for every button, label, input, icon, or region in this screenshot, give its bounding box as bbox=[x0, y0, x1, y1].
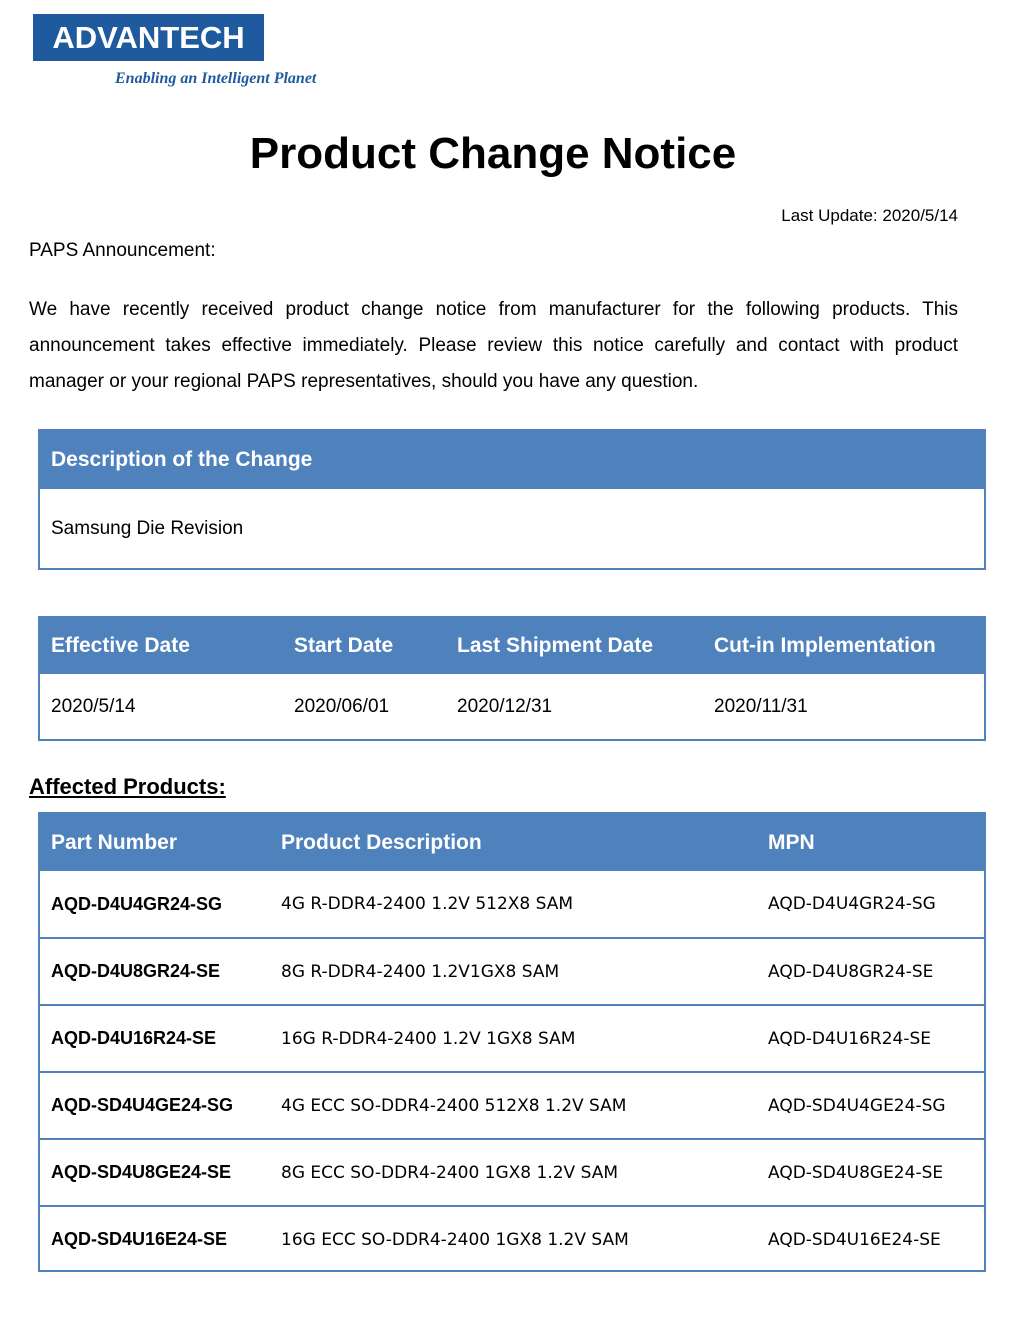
effective-date-header: Effective Date bbox=[51, 634, 190, 657]
cut-in-implementation-value: 2020/11/31 bbox=[714, 695, 808, 717]
part-number-cell: AQD-SD4U16E24-SE bbox=[51, 1229, 228, 1249]
mpn-header: MPN bbox=[768, 830, 815, 854]
change-description-value: Samsung Die Revision bbox=[51, 518, 244, 539]
product-description-cell: 16G ECC SO-DDR4-2400 1GX8 1.2V SAM bbox=[281, 1229, 629, 1250]
logo-text: ADVANTECH bbox=[52, 20, 245, 55]
part-number-cell: AQD-SD4U4GE24-SG bbox=[51, 1095, 234, 1115]
last-shipment-date-value: 2020/12/31 bbox=[457, 695, 553, 717]
part-number-cell: AQD-SD4U8GE24-SE bbox=[51, 1162, 232, 1182]
affected-products-heading: Affected Products: bbox=[29, 774, 226, 799]
product-description-cell: 4G ECC SO-DDR4-2400 512X8 1.2V SAM bbox=[281, 1095, 627, 1116]
dates-table bbox=[38, 616, 986, 741]
cut-in-implementation-header: Cut-in Implementation bbox=[714, 634, 936, 657]
change-description-table bbox=[38, 429, 986, 570]
announcement-heading: PAPS Announcement: bbox=[29, 240, 216, 261]
product-description-cell: 16G R-DDR4-2400 1.2V 1GX8 SAM bbox=[281, 1028, 576, 1049]
effective-date-value: 2020/5/14 bbox=[51, 695, 136, 717]
mpn-cell: AQD-D4U8GR24-SE bbox=[768, 961, 934, 982]
product-description-cell: 4G R-DDR4-2400 1.2V 512X8 SAM bbox=[281, 894, 574, 914]
part-number-cell: AQD-D4U8GR24-SE bbox=[51, 961, 221, 981]
dates-header-row bbox=[40, 618, 984, 674]
table-row bbox=[40, 937, 984, 1004]
mpn-cell: AQD-SD4U8GE24-SE bbox=[768, 1162, 944, 1183]
mpn-cell: AQD-D4U16R24-SE bbox=[768, 1028, 932, 1049]
products-header-row bbox=[40, 814, 984, 871]
last-shipment-date-header: Last Shipment Date bbox=[457, 634, 654, 657]
part-number-cell: AQD-D4U4GR24-SG bbox=[51, 893, 223, 914]
table-row bbox=[40, 1205, 984, 1272]
product-description-header: Product Description bbox=[281, 830, 482, 854]
start-date-header: Start Date bbox=[294, 634, 394, 657]
mpn-cell: AQD-SD4U4GE24-SG bbox=[768, 1095, 946, 1116]
table-row bbox=[40, 1071, 984, 1138]
products-body bbox=[40, 871, 984, 1272]
last-update: Last Update: 2020/5/14 bbox=[781, 206, 958, 225]
table-row bbox=[40, 871, 984, 937]
table-row bbox=[40, 1138, 984, 1205]
announcement-body: We have recently received product change notice from manufacturer for the following products. This announcement takes effective immediately. Please review this notice carefully and contact with product manager or your regional PAPS representatives, should you have any question. bbox=[29, 299, 958, 392]
mpn-cell: AQD-D4U4GR24-SG bbox=[768, 894, 936, 914]
affected-products-table bbox=[38, 812, 986, 1272]
part-number-header: Part Number bbox=[51, 830, 178, 854]
change-description-header: Description of the Change bbox=[40, 431, 984, 489]
dates-value-row bbox=[40, 674, 984, 739]
product-description-cell: 8G ECC SO-DDR4-2400 1GX8 1.2V SAM bbox=[281, 1162, 618, 1183]
table-row bbox=[40, 1004, 984, 1071]
page-title: Product Change Notice bbox=[249, 129, 737, 178]
mpn-cell: AQD-SD4U16E24-SE bbox=[768, 1229, 941, 1250]
start-date-value: 2020/06/01 bbox=[294, 695, 390, 717]
logo-tagline: Enabling an Intelligent Planet bbox=[115, 70, 317, 87]
product-description-cell: 8G R-DDR4-2400 1.2V1GX8 SAM bbox=[281, 961, 560, 982]
part-number-cell: AQD-D4U16R24-SE bbox=[51, 1028, 217, 1048]
advantech-logo bbox=[33, 14, 264, 61]
